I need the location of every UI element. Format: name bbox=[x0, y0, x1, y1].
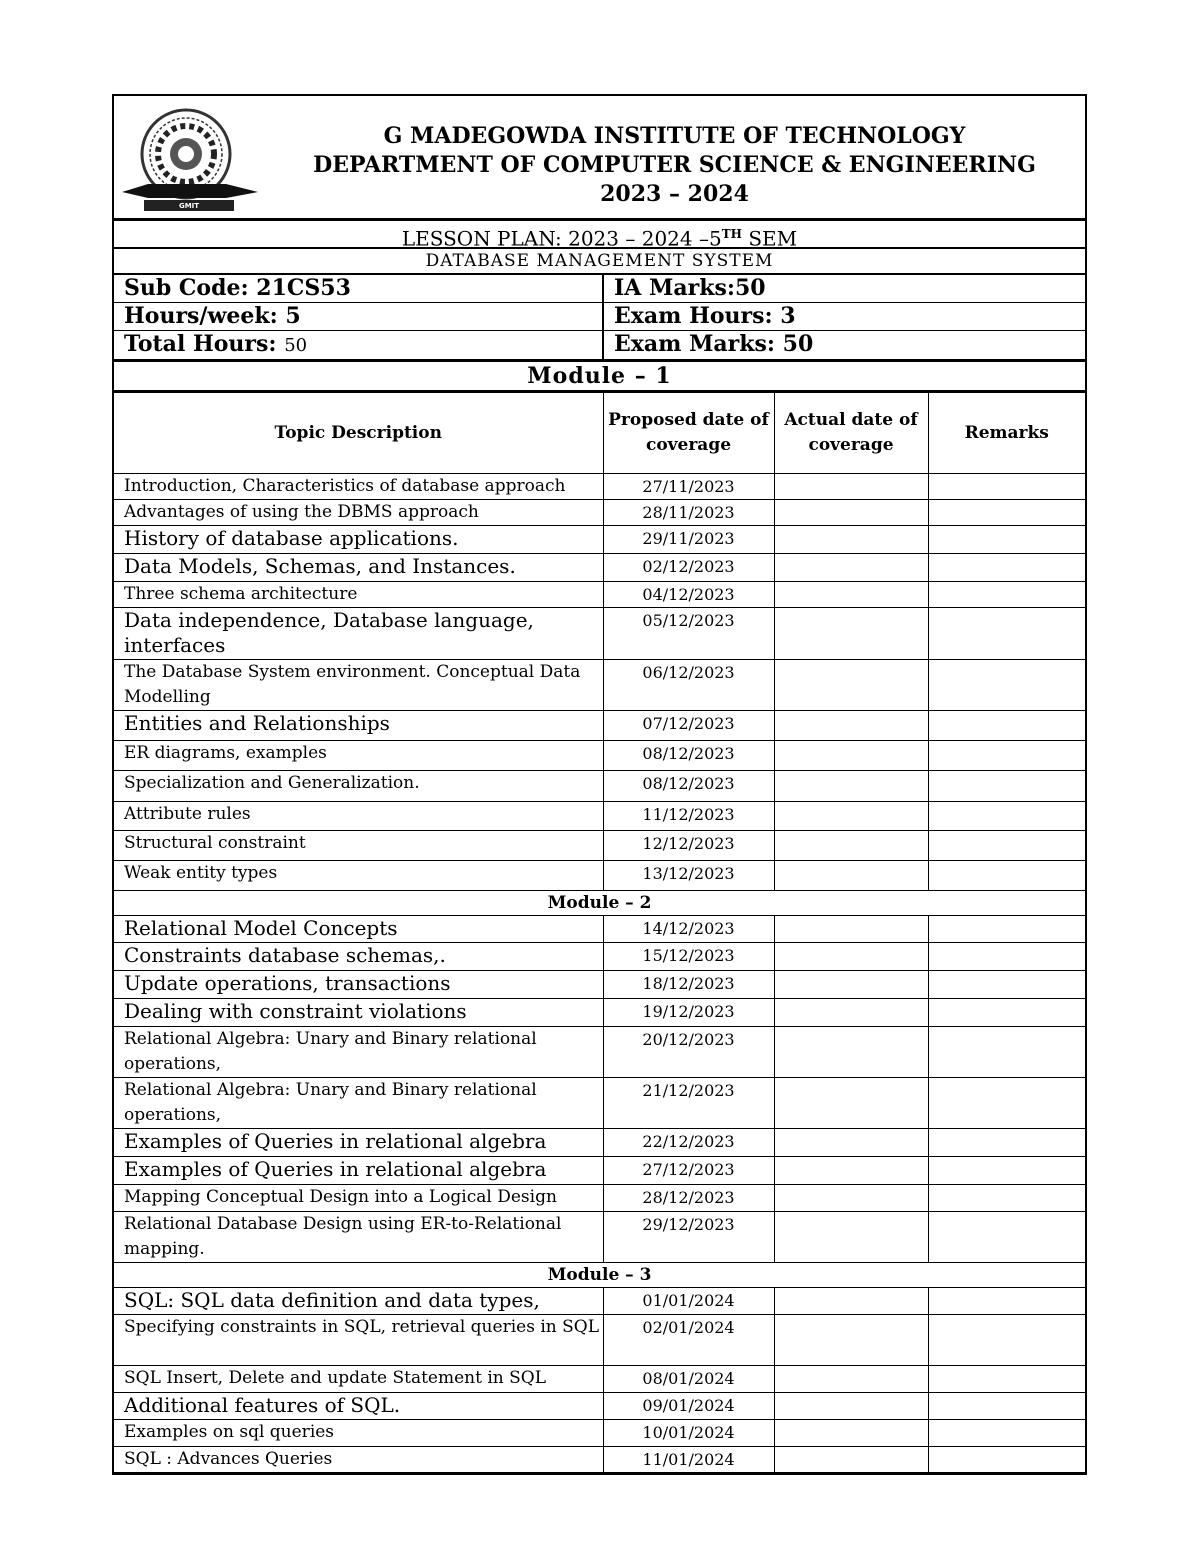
proposed-date-cell: 07/12/2023 bbox=[603, 711, 774, 741]
actual-date-cell[interactable] bbox=[774, 660, 928, 711]
actual-date-cell[interactable] bbox=[774, 1185, 928, 1212]
actual-date-cell[interactable] bbox=[774, 1420, 928, 1447]
proposed-date-cell: 20/12/2023 bbox=[603, 1027, 774, 1078]
actual-date-cell[interactable] bbox=[774, 608, 928, 660]
topic-cell: The Database System environment. Conceptual Data Modelling bbox=[114, 660, 603, 711]
topic-cell: Attribute rules bbox=[114, 802, 603, 831]
actual-date-cell[interactable] bbox=[774, 1288, 928, 1315]
table-row bbox=[114, 943, 1085, 971]
proposed-date-cell: 08/01/2024 bbox=[603, 1366, 774, 1393]
topic-cell: Three schema architecture bbox=[114, 582, 603, 608]
actual-date-cell[interactable] bbox=[774, 1129, 928, 1157]
table-row bbox=[114, 474, 1085, 500]
remarks-cell[interactable] bbox=[928, 861, 1085, 891]
proposed-date-cell: 08/12/2023 bbox=[603, 771, 774, 802]
remarks-cell[interactable] bbox=[928, 526, 1085, 554]
table-row bbox=[114, 1288, 1085, 1315]
subject-title: DATABASE MANAGEMENT SYSTEM bbox=[114, 249, 1085, 275]
actual-date-cell[interactable] bbox=[774, 831, 928, 861]
actual-date-cell[interactable] bbox=[774, 999, 928, 1027]
lesson-schedule-table bbox=[114, 392, 1085, 1473]
col-remarks: Remarks bbox=[928, 393, 1085, 474]
proposed-date-cell: 18/12/2023 bbox=[603, 971, 774, 999]
topic-cell: SQL : Advances Queries bbox=[114, 1447, 603, 1473]
topic-cell: Relational Algebra: Unary and Binary relational operations, bbox=[114, 1027, 603, 1078]
proposed-date-cell: 21/12/2023 bbox=[603, 1078, 774, 1129]
actual-date-cell[interactable] bbox=[774, 1315, 928, 1366]
academic-year: 2023 – 2024 bbox=[600, 181, 749, 207]
topic-cell: Examples on sql queries bbox=[114, 1420, 603, 1447]
exam-hours: Exam Hours: 3 bbox=[603, 303, 1085, 331]
actual-date-cell[interactable] bbox=[774, 711, 928, 741]
actual-date-cell[interactable] bbox=[774, 771, 928, 802]
institute-name: G MADEGOWDA INSTITUTE OF TECHNOLOGY bbox=[383, 123, 966, 149]
table-row bbox=[114, 608, 1085, 660]
topic-cell: Entities and Relationships bbox=[114, 711, 603, 741]
proposed-date-cell: 15/12/2023 bbox=[603, 943, 774, 971]
remarks-cell[interactable] bbox=[928, 554, 1085, 582]
remarks-cell[interactable] bbox=[928, 1212, 1085, 1263]
table-row bbox=[114, 971, 1085, 999]
table-row bbox=[114, 554, 1085, 582]
table-row bbox=[114, 1129, 1085, 1157]
topic-cell: Data independence, Database language, interfaces bbox=[114, 608, 603, 660]
proposed-date-cell: 12/12/2023 bbox=[603, 831, 774, 861]
table-row bbox=[114, 1447, 1085, 1473]
actual-date-cell[interactable] bbox=[774, 943, 928, 971]
remarks-cell[interactable] bbox=[928, 1157, 1085, 1185]
actual-date-cell[interactable] bbox=[774, 741, 928, 771]
module-heading: Module – 3 bbox=[114, 1263, 1085, 1288]
table-row bbox=[114, 526, 1085, 554]
remarks-cell[interactable] bbox=[928, 831, 1085, 861]
schedule-body bbox=[114, 474, 1085, 1473]
remarks-cell[interactable] bbox=[928, 608, 1085, 660]
table-row bbox=[114, 861, 1085, 891]
table-row bbox=[114, 1420, 1085, 1447]
actual-date-cell[interactable] bbox=[774, 916, 928, 943]
department-name: DEPARTMENT OF COMPUTER SCIENCE & ENGINEERING bbox=[313, 152, 1036, 178]
module-heading: Module – 2 bbox=[114, 891, 1085, 916]
topic-cell: Data Models, Schemas, and Instances. bbox=[114, 554, 603, 582]
remarks-cell[interactable] bbox=[928, 1288, 1085, 1315]
remarks-cell[interactable] bbox=[928, 999, 1085, 1027]
proposed-date-cell: 27/11/2023 bbox=[603, 474, 774, 500]
topic-cell: Examples of Queries in relational algebra bbox=[114, 1157, 603, 1185]
table-row bbox=[114, 1366, 1085, 1393]
actual-date-cell[interactable] bbox=[774, 1212, 928, 1263]
lesson-plan-title: LESSON PLAN: 2023 – 2024 –5TH SEM bbox=[114, 221, 1085, 249]
remarks-cell[interactable] bbox=[928, 1420, 1085, 1447]
svg-text:GMIT: GMIT bbox=[178, 202, 200, 210]
remarks-cell[interactable] bbox=[928, 916, 1085, 943]
topic-cell: Specialization and Generalization. bbox=[114, 771, 603, 802]
topic-cell: Dealing with constraint violations bbox=[114, 999, 603, 1027]
table-row bbox=[114, 916, 1085, 943]
proposed-date-cell: 11/12/2023 bbox=[603, 802, 774, 831]
table-row bbox=[114, 1078, 1085, 1129]
proposed-date-cell: 28/11/2023 bbox=[603, 500, 774, 526]
proposed-date-cell: 09/01/2024 bbox=[603, 1393, 774, 1420]
remarks-cell[interactable] bbox=[928, 741, 1085, 771]
total-hours: Total Hours: 50 bbox=[114, 331, 603, 361]
table-row bbox=[114, 741, 1085, 771]
actual-date-cell[interactable] bbox=[774, 1027, 928, 1078]
table-row bbox=[114, 711, 1085, 741]
hours-week: Hours/week: 5 bbox=[114, 303, 603, 331]
topic-cell: Additional features of SQL. bbox=[114, 1393, 603, 1420]
actual-date-cell[interactable] bbox=[774, 500, 928, 526]
remarks-cell[interactable] bbox=[928, 1078, 1085, 1129]
table-row bbox=[114, 1212, 1085, 1263]
col-actual-date: Actual date of coverage bbox=[774, 393, 928, 474]
remarks-cell[interactable] bbox=[928, 660, 1085, 711]
proposed-date-cell: 28/12/2023 bbox=[603, 1185, 774, 1212]
proposed-date-cell: 29/12/2023 bbox=[603, 1212, 774, 1263]
proposed-date-cell: 14/12/2023 bbox=[603, 916, 774, 943]
topic-cell: Structural constraint bbox=[114, 831, 603, 861]
proposed-date-cell: 02/12/2023 bbox=[603, 554, 774, 582]
remarks-cell[interactable] bbox=[928, 771, 1085, 802]
table-row bbox=[114, 582, 1085, 608]
remarks-cell[interactable] bbox=[928, 1447, 1085, 1473]
actual-date-cell[interactable] bbox=[774, 1447, 928, 1473]
actual-date-cell[interactable] bbox=[774, 1393, 928, 1420]
remarks-cell[interactable] bbox=[928, 711, 1085, 741]
topic-cell: Weak entity types bbox=[114, 861, 603, 891]
topic-cell: Relational Model Concepts bbox=[114, 916, 603, 943]
table-row bbox=[114, 1157, 1085, 1185]
topic-cell: Relational Algebra: Unary and Binary relational operations, bbox=[114, 1078, 603, 1129]
remarks-cell[interactable] bbox=[928, 802, 1085, 831]
table-row bbox=[114, 1027, 1085, 1078]
topic-cell: Relational Database Design using ER-to-Relational mapping. bbox=[114, 1212, 603, 1263]
proposed-date-cell: 05/12/2023 bbox=[603, 608, 774, 660]
topic-cell: Examples of Queries in relational algebra bbox=[114, 1129, 603, 1157]
exam-marks: Exam Marks: 50 bbox=[603, 331, 1085, 361]
proposed-date-cell: 29/11/2023 bbox=[603, 526, 774, 554]
table-row bbox=[114, 1315, 1085, 1366]
remarks-cell[interactable] bbox=[928, 971, 1085, 999]
ia-marks: IA Marks:50 bbox=[603, 275, 1085, 303]
document-header bbox=[114, 96, 1085, 221]
remarks-cell[interactable] bbox=[928, 474, 1085, 500]
module-heading-row bbox=[114, 1263, 1085, 1288]
proposed-date-cell: 04/12/2023 bbox=[603, 582, 774, 608]
proposed-date-cell: 11/01/2024 bbox=[603, 1447, 774, 1473]
proposed-date-cell: 22/12/2023 bbox=[603, 1129, 774, 1157]
module-heading-row bbox=[114, 891, 1085, 916]
remarks-cell[interactable] bbox=[928, 1366, 1085, 1393]
topic-cell: SQL: SQL data definition and data types, bbox=[114, 1288, 603, 1315]
col-proposed-date: Proposed date of coverage bbox=[603, 393, 774, 474]
proposed-date-cell: 13/12/2023 bbox=[603, 861, 774, 891]
table-row bbox=[114, 802, 1085, 831]
remarks-cell[interactable] bbox=[928, 1315, 1085, 1366]
topic-cell: Constraints database schemas,. bbox=[114, 943, 603, 971]
table-row bbox=[114, 500, 1085, 526]
proposed-date-cell: 19/12/2023 bbox=[603, 999, 774, 1027]
institute-logo bbox=[118, 104, 260, 212]
proposed-date-cell: 01/01/2024 bbox=[603, 1288, 774, 1315]
proposed-date-cell: 06/12/2023 bbox=[603, 660, 774, 711]
actual-date-cell[interactable] bbox=[774, 474, 928, 500]
course-info-table bbox=[114, 275, 1085, 362]
actual-date-cell[interactable] bbox=[774, 1078, 928, 1129]
topic-cell: Specifying constraints in SQL, retrieval queries in SQL bbox=[114, 1315, 603, 1366]
remarks-cell[interactable] bbox=[928, 582, 1085, 608]
actual-date-cell[interactable] bbox=[774, 582, 928, 608]
proposed-date-cell: 10/01/2024 bbox=[603, 1420, 774, 1447]
proposed-date-cell: 02/01/2024 bbox=[603, 1315, 774, 1366]
proposed-date-cell: 27/12/2023 bbox=[603, 1157, 774, 1185]
topic-cell: Update operations, transactions bbox=[114, 971, 603, 999]
remarks-cell[interactable] bbox=[928, 1129, 1085, 1157]
remarks-cell[interactable] bbox=[928, 500, 1085, 526]
topic-cell: ER diagrams, examples bbox=[114, 741, 603, 771]
actual-date-cell[interactable] bbox=[774, 1366, 928, 1393]
table-row bbox=[114, 1185, 1085, 1212]
actual-date-cell[interactable] bbox=[774, 554, 928, 582]
table-row bbox=[114, 771, 1085, 802]
remarks-cell[interactable] bbox=[928, 1027, 1085, 1078]
module-1-title: Module – 1 bbox=[114, 362, 1085, 392]
topic-cell: Mapping Conceptual Design into a Logical Design bbox=[114, 1185, 603, 1212]
remarks-cell[interactable] bbox=[928, 1393, 1085, 1420]
topic-cell: SQL Insert, Delete and update Statement in SQL bbox=[114, 1366, 603, 1393]
remarks-cell[interactable] bbox=[928, 1185, 1085, 1212]
actual-date-cell[interactable] bbox=[774, 971, 928, 999]
actual-date-cell[interactable] bbox=[774, 861, 928, 891]
lesson-plan-sheet bbox=[112, 94, 1087, 1475]
proposed-date-cell: 08/12/2023 bbox=[603, 741, 774, 771]
topic-cell: History of database applications. bbox=[114, 526, 603, 554]
actual-date-cell[interactable] bbox=[774, 526, 928, 554]
table-row bbox=[114, 999, 1085, 1027]
actual-date-cell[interactable] bbox=[774, 1157, 928, 1185]
topic-cell: Introduction, Characteristics of database approach bbox=[114, 474, 603, 500]
topic-cell: Advantages of using the DBMS approach bbox=[114, 500, 603, 526]
actual-date-cell[interactable] bbox=[774, 802, 928, 831]
table-row bbox=[114, 660, 1085, 711]
table-row bbox=[114, 1393, 1085, 1420]
remarks-cell[interactable] bbox=[928, 943, 1085, 971]
col-topic-description: Topic Description bbox=[114, 393, 603, 474]
table-row bbox=[114, 831, 1085, 861]
column-header-row bbox=[114, 393, 1085, 474]
sub-code: Sub Code: 21CS53 bbox=[114, 275, 603, 303]
